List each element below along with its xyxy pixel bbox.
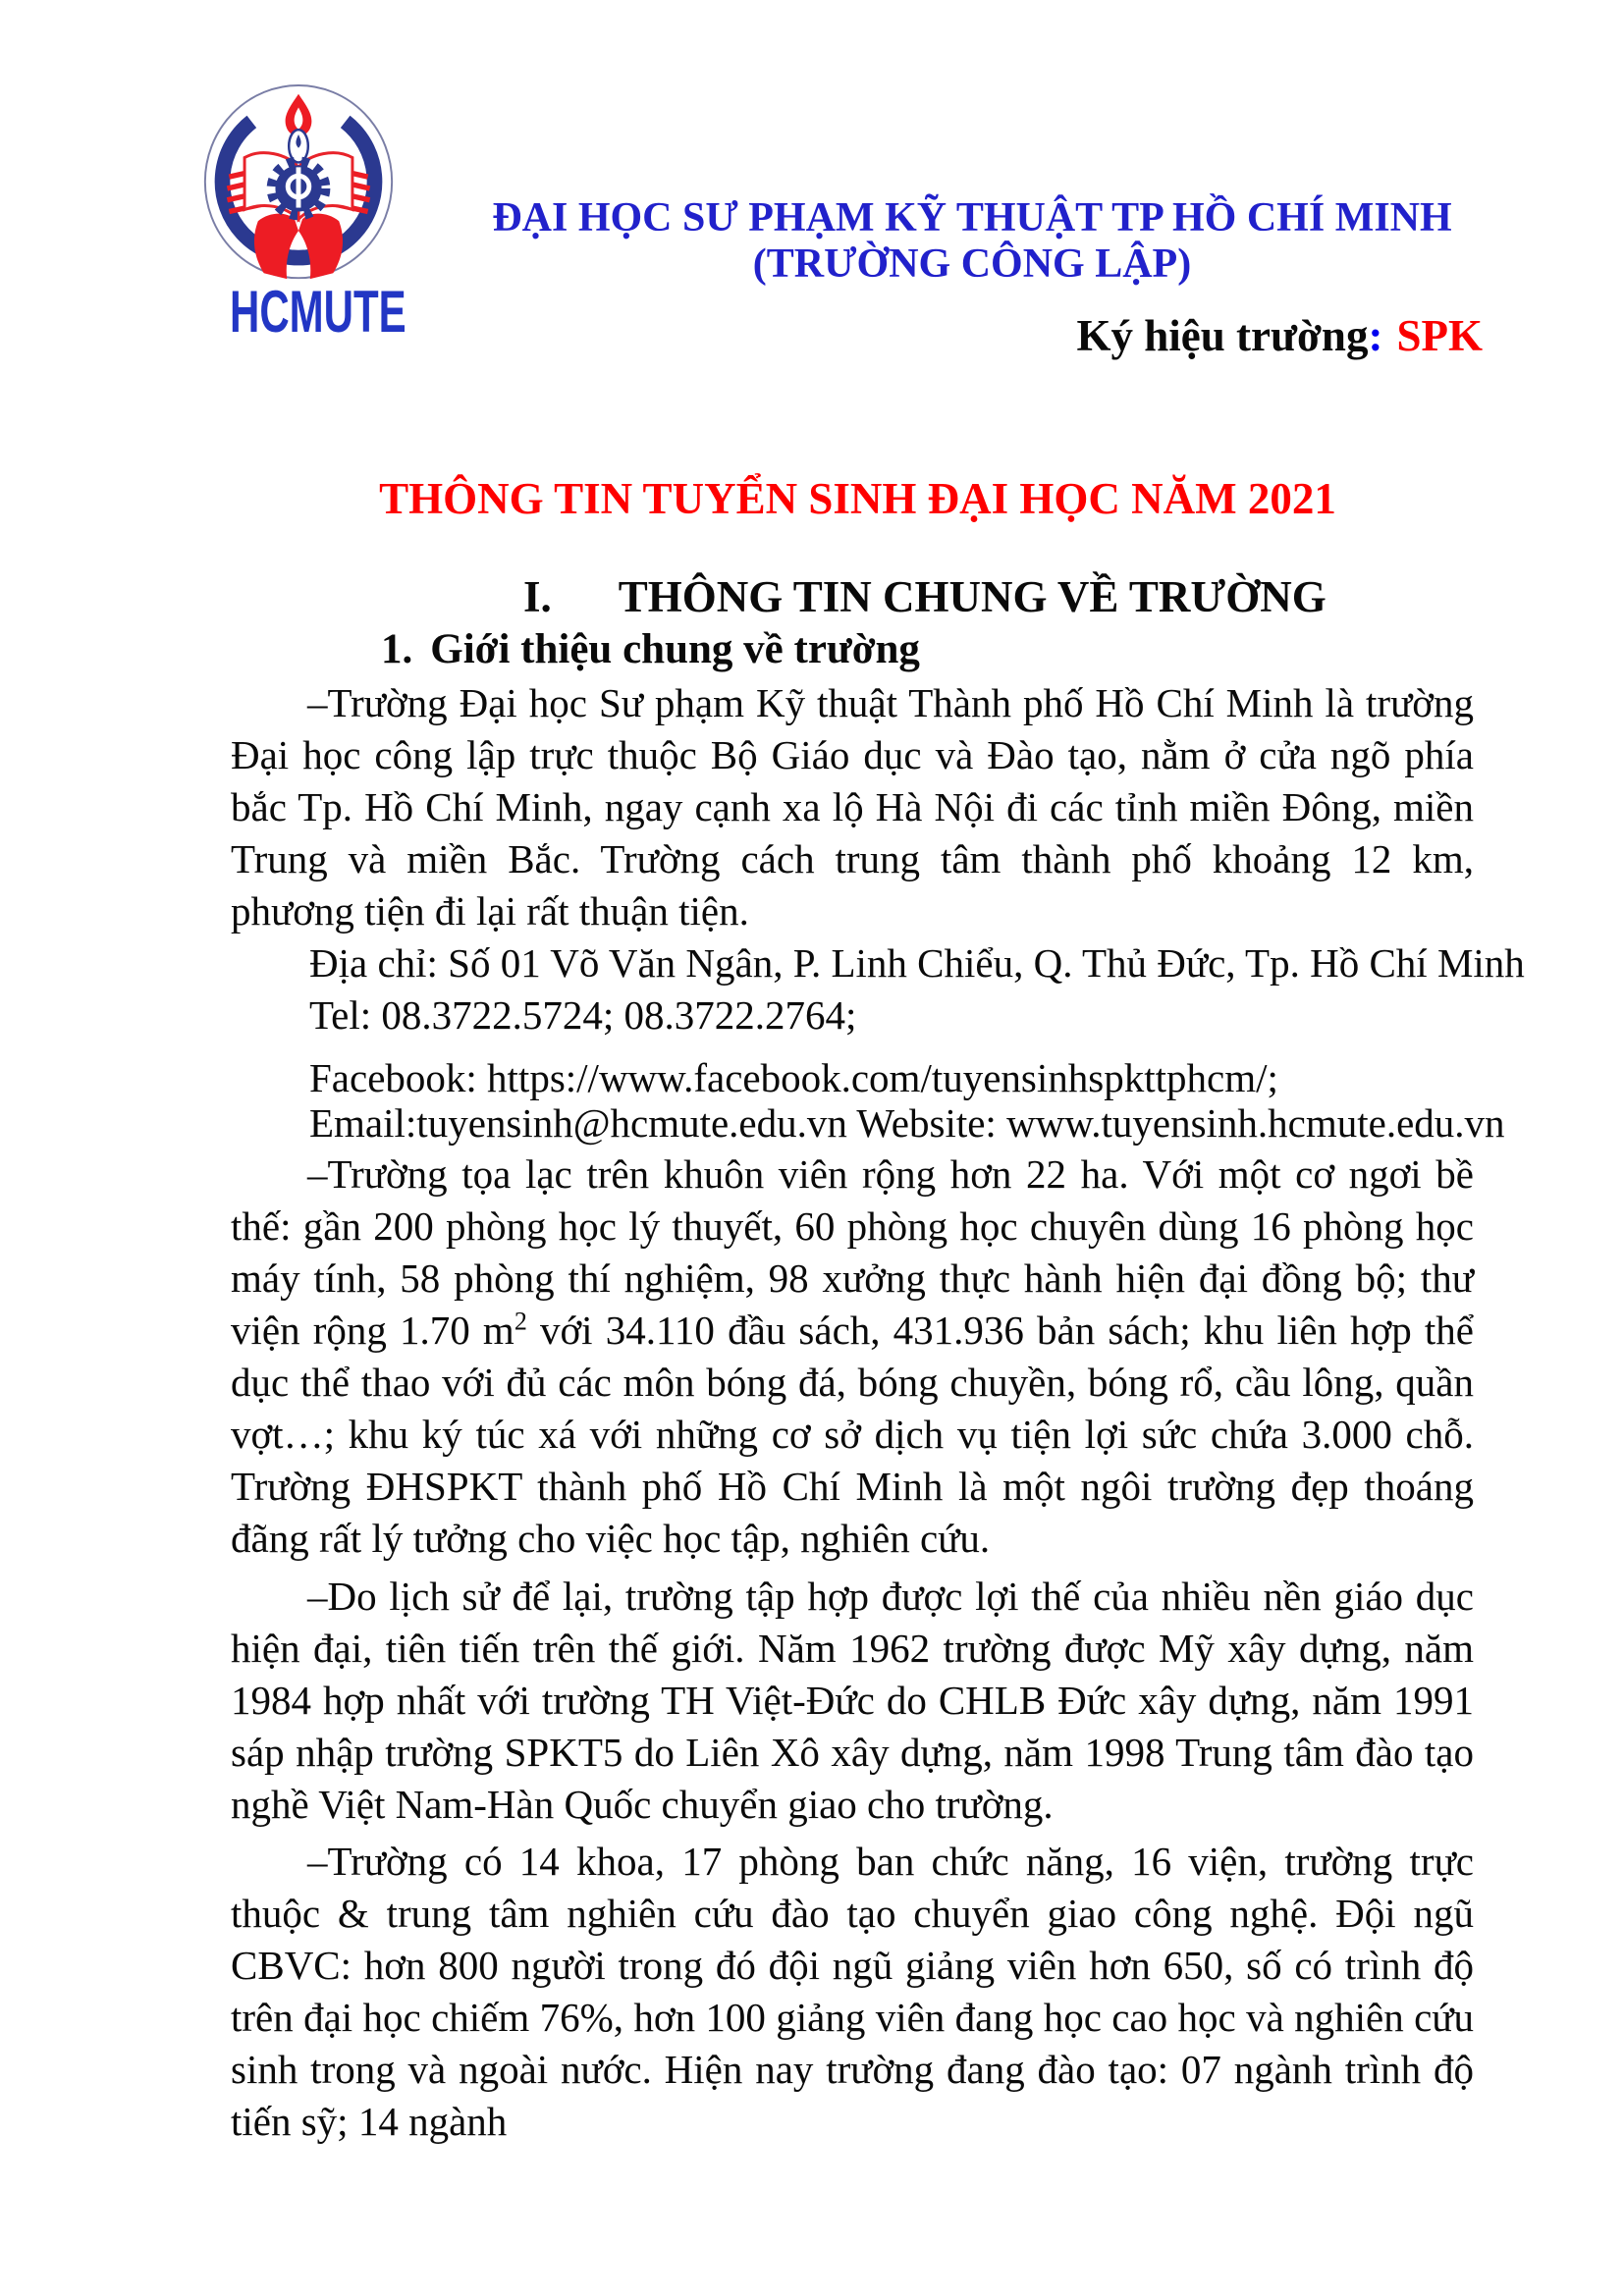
contact-links-block [231,1055,1505,1146]
school-code-colon: : [1368,311,1383,360]
section-heading [523,570,1326,623]
hcmute-logo-icon [201,84,396,287]
section-numeral: I. [523,572,552,621]
school-code-line [233,310,1483,361]
paragraph-history: –Do lịch sử để lại, trường tập hợp được lợi thế của nhiều nền giáo dục hiện đại, tiên tiến trên thế giới. Năm 1962 trường được Mỹ xây dựng, năm 1984 hợp nhất với trường TH Việt-Đức do CHLB Đức xây dựng, năm 1991 sáp nhập trường SPKT5 do Liên Xô xây dựng, năm 1998 Trung tâm đào tạo nghề Việt Nam-Hàn Quốc chuyển giao cho trường. [231,1574,1474,1827]
facebook-line: Facebook: https://www.facebook.com/tuyensinhspkttphcm/; [309,1055,1278,1100]
subsection-number: 1. [381,626,413,672]
document-title: THÔNG TIN TUYỂN SINH ĐẠI HỌC NĂM 2021 [379,474,1336,523]
address-line: Địa chỉ: Số 01 Võ Văn Ngân, P. Linh Chiểu, Q. Thủ Đức, Tp. Hồ Chí Minh [309,940,1525,986]
university-name-line2: (TRƯỜNG CÔNG LẬP) [752,241,1192,287]
subsection-heading [381,624,920,675]
email-website-line: Email:tuyensinh@hcmute.edu.vn Website: www.tuyensinh.hcmute.edu.vn [309,1100,1505,1146]
section-heading-label: THÔNG TIN CHUNG VỀ TRƯỜNG [618,572,1326,621]
subsection-heading-label: Giới thiệu chung về trường [430,626,920,672]
university-name-header [422,195,1522,288]
university-logo [200,84,406,345]
school-code-label: Ký hiệu trường [1076,311,1369,360]
paragraph-structure: –Trường có 14 khoa, 17 phòng ban chức năng, 16 viện, trường trực thuộc & trung tâm nghiên cứu đào tạo chuyển giao công nghệ. Đội ngũ CBVC: hơn 800 người trong đó đội ngũ giảng viên hơn 650, số có trình độ trên đại học chiếm 76%, hơn 100 giảng viên đang học cao học và nghiên cứu sinh trong và ngoài nước. Hiện nay trường đang đào tạo: 07 ngành trình độ tiến sỹ; 14 ngành [231,1839,1474,2144]
school-code-value: SPK [1396,311,1483,360]
paragraph-intro: –Trường Đại học Sư phạm Kỹ thuật Thành phố Hồ Chí Minh là trường Đại học công lập trực thuộc Bộ Giáo dục và Đào tạo, nằm ở cửa ngõ phía bắc Tp. Hồ Chí Minh, ngay cạnh xa lộ Hà Nội đi các tỉnh miền Đông, miền Trung và miền Bắc. Trường cách trung tâm thành phố khoảng 12 km, phương tiện đi lại rất thuận tiện. [231,680,1474,934]
logo-acronym: HCMUTE [230,279,406,345]
body-text-column [231,677,1525,2148]
paragraph-campus [231,1148,1474,1565]
paragraph-campus-text: –Trường tọa lạc trên khuôn viên rộng hơn 22 ha. Với một cơ ngơi bề thế: gần 200 phòng học lý thuyết, 60 phòng học chuyên dùng 16 phòng học máy tính, 58 phòng thí nghiệm, 98 xưởng thực hành hiện đại đồng bộ; thư viện rộng 1.70 m [231,1151,1474,1353]
telephone-line: Tel: 08.3722.5724; 08.3722.2764; [309,992,857,1038]
paragraph-campus-text-cont: với 34.110 đầu sách, 431.936 bản sách; khu liên hợp thể dục thể thao với đủ các môn bóng đá, bóng chuyền, bóng rổ, cầu lông, quần vợt…; khu ký túc xá với những cơ sở dịch vụ tiện lợi sức chứa 3.000 chỗ. Trường ĐHSPKT thành phố Hồ Chí Minh là một ngôi trường đẹp thoáng đãng rất lý tưởng cho việc học tập, nghiên cứu. [231,1308,1474,1561]
university-name-line1: ĐẠI HỌC SƯ PHẠM KỸ THUẬT TP HỒ CHÍ MINH [492,195,1452,240]
square-meter-superscript: 2 [514,1307,527,1336]
